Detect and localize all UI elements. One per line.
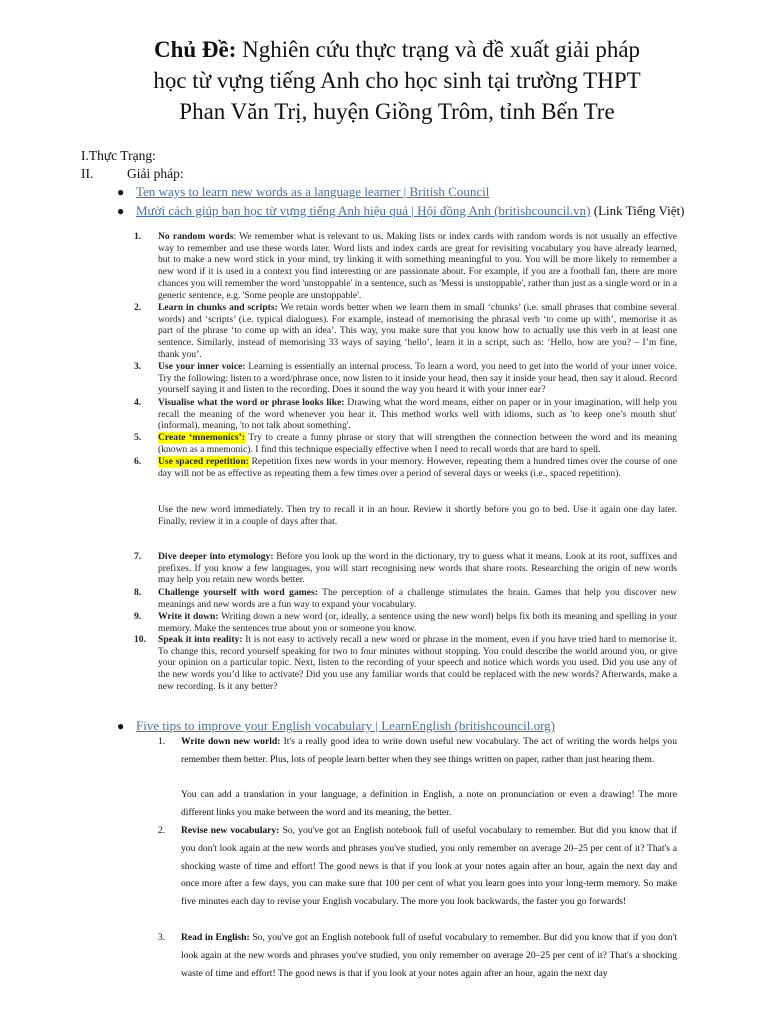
link-five-tips[interactable]: Five tips to improve your English vocabulary | LearnEnglish (britishcouncil.org)	[136, 718, 556, 733]
list-number: 3.	[158, 932, 166, 943]
list-item: Create ‘mnemonics’: Try to create a funny phrase or story that will strengthen the connection between the word and its meaning (known as a mnemonic). I find this technique especially effective when I need to recall words that are hard to spell.	[158, 432, 677, 455]
link-ten-ways[interactable]: Ten ways to learn new words as a language learner | British Council	[136, 184, 490, 199]
list-number: 5.	[134, 432, 142, 443]
list-item: Speak it into reality: It is not easy to actively recall a new word or phrase in the moment, even if you have tried hard to memorise it. To change this, record yourself speaking for two to four minutes without stopping. You could describe the world around you, or give your opinion on a particular topic. Next, listen to the recording of your speech and notice which words you used. Did you use any of the new words you’d like to activate? Did you use any familiar words that could be replaced with the new words? Afterwards, make a new recording. Is it any better?	[158, 634, 677, 692]
highlight: Create ‘mnemonics’:	[158, 432, 245, 443]
bullet-icon: ●	[117, 185, 125, 199]
title-line-3: Phan Văn Trị, huyện Giồng Trôm, tỉnh Bến Tre	[179, 99, 615, 124]
list-item: Use your inner voice: Learning is essentially an internal process. To learn a word, you need to get into the world of your inner voice. Try the following: listen to a word/phrase once, now listen to it inside your head, then say it inside your head, then say it aloud. Record yourself saying it and listen to the recording. Does it sound the way you heard it with your inner ear?	[158, 361, 677, 396]
list-number: 8.	[134, 587, 142, 598]
list-item: Use spaced repetition: Repetition fixes new words in your memory. However, repeating them a hundred times over the course of one day will not be as effective as repeating them a few times over a period of several days or weeks (i.e., spaced repetition).	[158, 456, 677, 479]
link-suffix: (Link Tiếng Việt)	[590, 203, 685, 218]
bullet-icon: ●	[117, 719, 125, 733]
list-item: Dive deeper into etymology: Before you look up the word in the dictionary, try to guess what it means. Look at its root, suffixes and prefixes. If you know a few languages, you will start recognising new words that share roots. Researching the origin of new words may help you retain new words better.	[158, 551, 677, 586]
section-heading-2: Giải pháp:	[127, 166, 184, 181]
list-number: 6.	[134, 456, 142, 467]
list-item: Challenge yourself with word games: The perception of a challenge stimulates the brain. Games that help you discover new meanings and new words are a fun way to expand your vocabulary.	[158, 587, 677, 610]
spaced-repetition-note: Use the new word immediately. Then try to recall it in an hour. Review it shortly before you go to bed. Use it again one day later. Finally, review it in a couple of days after that.	[158, 504, 677, 527]
title-label: Chủ Đề:	[153, 37, 237, 62]
list-number: 2.	[158, 825, 166, 836]
list-item: Learn in chunks and scripts: We retain words better when we learn them in small ‘chunks’ (i.e. small phrases that combine several words) and ‘scripts’ (i.e. typical dialogues). For example, instead of memorising the phrasal verb ‘to come up with’, memorise it as part of the phrase ‘to come up with an idea’. This way, you make sure that you know how to actually use this verb in at least one sentence. Similarly, instead of memorising 33 ways of saying ‘hello’, learn it in a script, such as: ‘Hello, how are you? – I’m fine, thank you’.	[158, 302, 677, 360]
list-item: Write down new world: It's a really good idea to write down useful new vocabulary. The act of writing the words helps you remember them better. Plus, lots of people learn better when they see things written on paper, rather than just hearing them.	[181, 736, 677, 765]
title-line-1: Nghiên cứu thực trạng và đề xuất giải pháp	[242, 37, 641, 62]
link-ten-ways-vietnamese[interactable]: Mười cách giúp bạn học từ vựng tiếng Anh hiệu quả | Hội đồng Anh (britishcouncil.vn)	[136, 203, 591, 218]
list-number: 10.	[134, 634, 146, 645]
section-heading-1: I.Thực Trạng:	[81, 148, 156, 163]
list-item-continuation: You can add a translation in your language, a definition in English, a note on pronunciation or even a drawing! The more different links you make between the word and its meaning, the better.	[181, 789, 677, 818]
list-number: 7.	[134, 551, 142, 562]
list-item: Revise new vocabulary: So, you've got an English notebook full of useful vocabulary to remember. But did you know that if you don't look again at the new words and phrases you've studied, you only remember on average 20–25 per cent of it? That's a shocking waste of time and effort! The good news is that if you look at your notes again after an hour, again the next day and once more after a few days, you can make sure that 100 per cent of what you learn goes into your long-term memory. So make five minutes each day to revise your English vocabulary. The more you look backwards, the faster you go forwards!	[181, 825, 677, 908]
list-number: 9.	[134, 611, 142, 622]
list-number: 4.	[134, 397, 142, 408]
page-title	[100, 34, 694, 127]
list-item: Write it down: Writing down a new word (or, ideally, a sentence using the new word) helps fix both its meaning and spelling in your memory. Make the sentences true about you or someone you know.	[158, 611, 677, 634]
highlight: Use spaced repetition:	[158, 456, 249, 467]
list-item: Read in English: So, you've got an English notebook full of useful vocabulary to remember. But did you know that if you don't look again at the new words and phrases you've studied, you only remember on average 20–25 per cent of it? That's a shocking waste of time and effort! The good news is that if you look at your notes again after an hour, again the next day	[181, 932, 677, 979]
title-line-2: học từ vựng tiếng Anh cho học sinh tại trường THPT	[153, 68, 641, 93]
list-item: No random words: We remember what is relevant to us. Making lists or index cards with random words is not usually an effective way to remember and use these words later. Word lists and index cards are great for revisiting vocabulary you have already learned, but to make a new word stick in your mind, try linking it with something meaningful to you. You will be more likely to remember a new word if it is used in a context you find interesting or are passionate about. For example, if you are a football fan, there are more chances you will remember the word 'unstoppable' in a sentence, such as 'Messi is unstoppable', rather than just as a single word or in a generic sentence, e.g. 'Some people are unstoppable'.	[158, 231, 678, 301]
list-number: 2.	[134, 302, 142, 313]
bullet-icon: ●	[117, 204, 125, 218]
list-number: 1.	[134, 231, 142, 242]
section-number-2: II.	[81, 166, 94, 181]
list-number: 3.	[134, 361, 142, 372]
list-item: Visualise what the word or phrase looks like: Drawing what the word means, either on paper or in your imagination, will help you recall the meaning of the word whenever you hear it. This method works well with idioms, such as 'to keep one’s mouth shut' (informal), meaning, 'to not talk about something'.	[158, 397, 677, 432]
list-number: 1.	[158, 736, 166, 747]
